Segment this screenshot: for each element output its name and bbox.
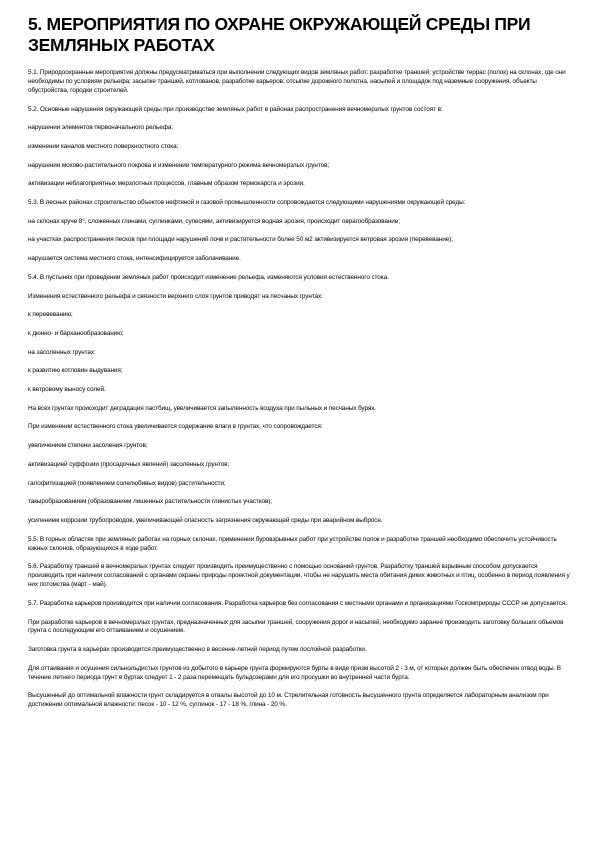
paragraph-5-2: 5.2. Основные нарушения окружающей среды при производстве земляных работ в районах распространения вечномерзлых грунтов состоят в: [28, 105, 443, 113]
list-item: к ветровому выносу солей. [28, 386, 106, 394]
list-item: к развитию котловин выдувания; [28, 367, 123, 375]
list-item: на участках распространения песков при площади нарушений почв и растительности более 50 м2 активизируется ветровая эрозия (перевевание); [28, 236, 453, 244]
page-title: 5. МЕРОПРИЯТИЯ ПО ОХРАНЕ ОКРУЖАЮЩЕЙ СРЕДЫ ПРИ ЗЕМЛЯНЫХ РАБОТАХ [28, 14, 531, 55]
list-item: изменении каналов местного поверхностного стока; [28, 142, 179, 150]
paragraph: При изменении естественного стока увеличивается содержание влаги в грунтах, что сопровождается: [28, 423, 323, 431]
list-item: нарушении элементов первоначального рельефа; [28, 124, 173, 132]
list-item: нарушении мохово-растительного покрова и изменении температурного режима вечномерзлых грунтов; [28, 161, 330, 169]
list-item: усилением коррозии трубопроводов, увеличивающей опасность загрязнения окружающей среды при аварийном выбросе. [28, 516, 383, 524]
list-item: на засоленных грунтах: [28, 348, 96, 356]
paragraph-5-7: 5.7. Разработка карьеров производится при наличии согласования. Разработка карьеров без согласования с местными органами и организациями Госкомприроды СССР не допускается. [28, 599, 567, 607]
list-item: к дюнно- и барханообразованию; [28, 329, 124, 337]
list-item: нарушается система местного стока, интенсифицируется заболачивание. [28, 255, 241, 263]
paragraph: Изменения естественного рельефа и связности верхнего слоя грунтов приводят на песчаных грунтах: [28, 292, 323, 300]
list-item: активизацией суффозии (просадочных явлений) засоленных грунтов; [28, 460, 230, 468]
paragraph-5-3: 5.3. В лесных районах строительство объектов нефтяной и газовой промышленности сопровождается следующими нарушениями окружающей среды: [28, 199, 466, 207]
paragraph: При разработке карьеров в вечномерзлых грунтах, предназначенных для засыпки траншей, сооружения дорог и насыпей, необходимо заранее производить заготовку больших объемов грунта с последующим его оттаиванием и осушением. [28, 618, 564, 635]
paragraph-5-6: 5.6. Разработку траншей в вечномерзлых грунтах следует производить преимущественно с помощью оснований грунтов. Разработку траншей взрывным способом допускается производить при наличии согласований с органами охраны природы проектной документации, чтобы не нарушить места обитания диких животных и птиц, особенно в период появления у них потомства (март - май). [28, 563, 570, 589]
list-item: такыробразованием (образованием лишенных растительности глинистых участков); [28, 498, 273, 506]
paragraph: На всех грунтах происходит деградация пастбищ, увеличивается запыленность воздуха при пыльных и песчаных бурях. [28, 404, 376, 412]
list-item: к перевеванию; [28, 311, 73, 319]
document-body [28, 69, 572, 710]
paragraph: Высушенный до оптимальной влажности грунт складируется в отвалы высотой до 10 м. Стрелительная готовность высушенного грунта определяется лабораторным анализом при достижении оптимальной влажности: песок - 10 - 12 %, суглинок - 17 - 18 %, глина - 20 %. [28, 692, 549, 709]
paragraph-5-1: 5.1. Природоохранные мероприятия должны предусматриваться при выполнении следующих видов земляных работ: разработке траншей; устройстве террас (полок) на склонах, где они необходимы по условиям рельефа; засыпке траншей, котлованов, разработке карьеров; отсыпке дорожного полотна, насыпей и площадок под наземные сооружения, объекты обустройства, городки строителей. [28, 69, 566, 94]
list-item: галофитизацией (появлением солелюбивых видов) растительности; [28, 479, 226, 487]
paragraph: Для оттаивания и осушения сильнольдистых грунтов из добытого в карьере грунта формируются бурты в виде призм высотой 2 - 3 м, от которых должен быть обеспечен отвод воды. В течение летнего периода грунт в буртах следует 1 - 2 раза перемещать бульдозерами для его просушки во внутренней части бурта. [28, 664, 561, 681]
list-item: активизации неблагоприятных мерзлотных процессов, главным образом термокарста и эрозии. [28, 180, 305, 188]
list-item: на склонах круче 8°, сложенных глинами, суглинками, супесями, активизируется водная эрозия, происходит оврагообразование; [28, 217, 400, 225]
document-page [28, 14, 572, 720]
list-item: увеличением степени засоления грунтов; [28, 442, 148, 450]
paragraph: Заготовка грунта в карьерах производится преимущественно в весенне-летний период путем послойной разработки. [28, 646, 367, 654]
paragraph-5-4: 5.4. В пустынях при проведении земляных работ происходит изменение рельефа, изменяются условия естественного стока. [28, 273, 389, 281]
paragraph-5-5: 5.5. В горных областях при земляных работах на горных склонах, применении буровзрывных работ при устройстве полок и разработке траншей необходимо обеспечить устойчивость южных склонов, образующихся в ходе работ. [28, 535, 557, 552]
